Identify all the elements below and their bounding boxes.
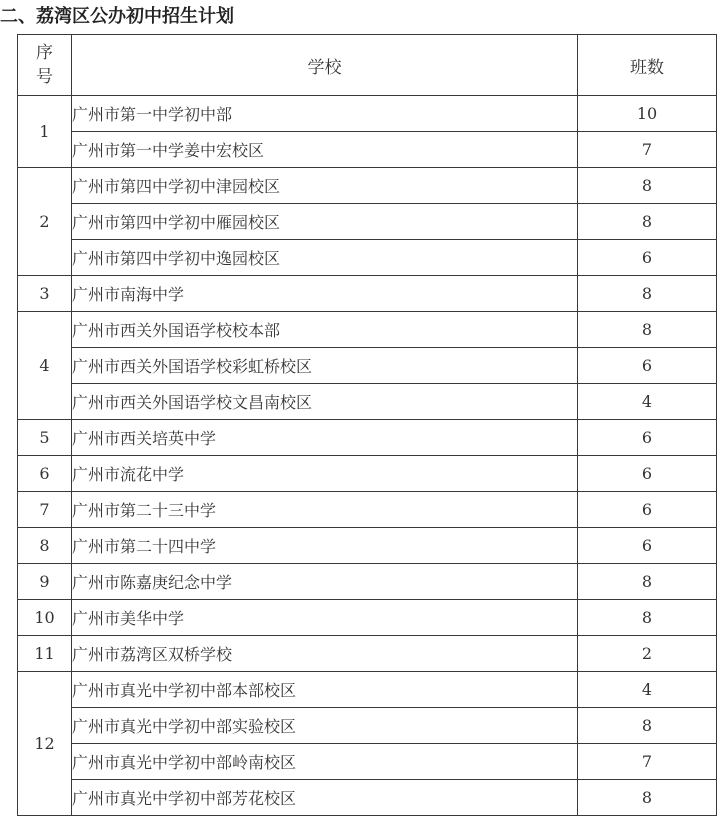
seq-cell: 5 [18,420,72,456]
seq-cell: 4 [18,312,72,420]
table-row [18,204,717,240]
classes-cell: 6 [578,348,717,384]
table-row [18,168,717,204]
table-row [18,240,717,276]
seq-cell: 11 [18,636,72,672]
header-seq [18,35,72,96]
table-row [18,528,717,564]
school-cell: 广州市荔湾区双桥学校 [72,636,578,672]
table-row [18,744,717,780]
table-body [18,96,717,816]
table-row [18,312,717,348]
school-cell: 广州市第四中学初中雁园校区 [72,204,578,240]
school-cell: 广州市南海中学 [72,276,578,312]
school-cell: 广州市第一中学姜中宏校区 [72,132,578,168]
seq-cell: 1 [18,96,72,168]
classes-cell: 8 [578,564,717,600]
school-cell: 广州市真光中学初中部实验校区 [72,708,578,744]
classes-cell: 8 [578,204,717,240]
classes-cell: 7 [578,744,717,780]
table-row [18,600,717,636]
school-cell: 广州市西关外国语学校校本部 [72,312,578,348]
classes-cell: 6 [578,456,717,492]
classes-cell: 8 [578,780,717,816]
table-row [18,276,717,312]
classes-cell: 10 [578,96,717,132]
table-row [18,636,717,672]
table-row [18,348,717,384]
classes-cell: 7 [578,132,717,168]
seq-cell: 7 [18,492,72,528]
table-header-row [18,35,717,96]
classes-cell: 8 [578,708,717,744]
table-row [18,132,717,168]
table-row [18,672,717,708]
classes-cell: 6 [578,492,717,528]
classes-cell: 4 [578,672,717,708]
table-row [18,96,717,132]
table-row [18,384,717,420]
school-cell: 广州市第二十三中学 [72,492,578,528]
table-row [18,708,717,744]
school-cell: 广州市第二十四中学 [72,528,578,564]
seq-cell: 12 [18,672,72,816]
seq-cell: 9 [18,564,72,600]
classes-cell: 8 [578,600,717,636]
school-cell: 广州市西关培英中学 [72,420,578,456]
school-cell: 广州市真光中学初中部芳花校区 [72,780,578,816]
classes-cell: 8 [578,312,717,348]
enrollment-plan-table [17,34,717,816]
classes-cell: 8 [578,276,717,312]
seq-cell: 8 [18,528,72,564]
classes-cell: 2 [578,636,717,672]
classes-cell: 4 [578,384,717,420]
school-cell: 广州市第四中学初中逸园校区 [72,240,578,276]
classes-cell: 6 [578,420,717,456]
school-cell: 广州市美华中学 [72,600,578,636]
header-school: 学校 [72,35,578,96]
seq-cell: 6 [18,456,72,492]
classes-cell: 6 [578,240,717,276]
seq-cell: 2 [18,168,72,276]
page-title: 二、荔湾区公办初中招生计划 [0,6,234,27]
classes-cell: 6 [578,528,717,564]
table-row [18,492,717,528]
seq-cell: 3 [18,276,72,312]
table-row [18,420,717,456]
header-seq-line2: 号 [36,67,53,87]
school-cell: 广州市西关外国语学校彩虹桥校区 [72,348,578,384]
school-cell: 广州市西关外国语学校文昌南校区 [72,384,578,420]
seq-cell: 10 [18,600,72,636]
school-cell: 广州市流花中学 [72,456,578,492]
school-cell: 广州市第一中学初中部 [72,96,578,132]
school-cell: 广州市第四中学初中津园校区 [72,168,578,204]
school-cell: 广州市陈嘉庚纪念中学 [72,564,578,600]
table-row [18,456,717,492]
table-row [18,564,717,600]
table-row [18,780,717,816]
header-classes: 班数 [578,35,717,96]
school-cell: 广州市真光中学初中部本部校区 [72,672,578,708]
school-cell: 广州市真光中学初中部岭南校区 [72,744,578,780]
classes-cell: 8 [578,168,717,204]
header-seq-line1: 序 [36,43,53,63]
